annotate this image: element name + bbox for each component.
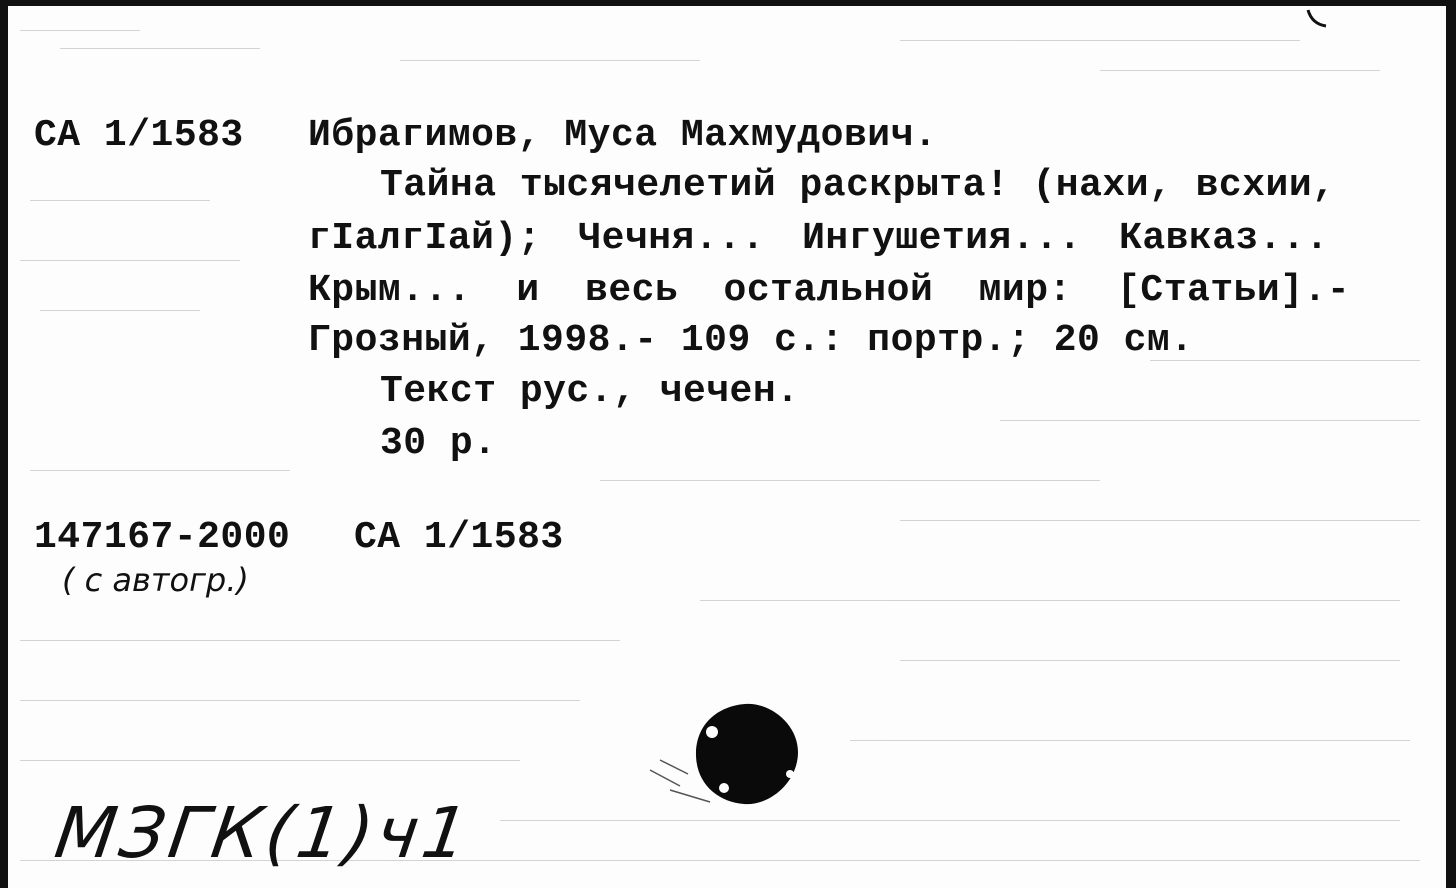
language-note: Текст рус., чечен. bbox=[380, 370, 800, 413]
punch-hole-icon bbox=[640, 690, 820, 820]
inventory-shelfmark: CA 1/1583 bbox=[354, 516, 564, 559]
shelfmark: CA 1/1583 bbox=[34, 114, 244, 157]
handwritten-code: МЗГК(1)ч1 bbox=[50, 792, 477, 874]
title-line-3: Крым... и весь остальной мир: [Статьи].- bbox=[308, 269, 1351, 312]
title-line-1: Тайна тысячелетий раскрыта! (нахи, всхии, bbox=[380, 164, 1336, 207]
handwritten-autograph-note: ( с автогр.) bbox=[62, 561, 249, 599]
inventory-number: 147167-2000 bbox=[34, 516, 291, 559]
author-heading: Ибрагимов, Муса Махмудович. bbox=[308, 114, 938, 157]
price: 30 р. bbox=[380, 422, 497, 465]
title-line-2: гIалгIай); Чечня... Ингушетия... Кавказ... bbox=[308, 217, 1329, 260]
imprint-line: Грозный, 1998.- 109 с.: портр.; 20 см. bbox=[308, 319, 1194, 362]
